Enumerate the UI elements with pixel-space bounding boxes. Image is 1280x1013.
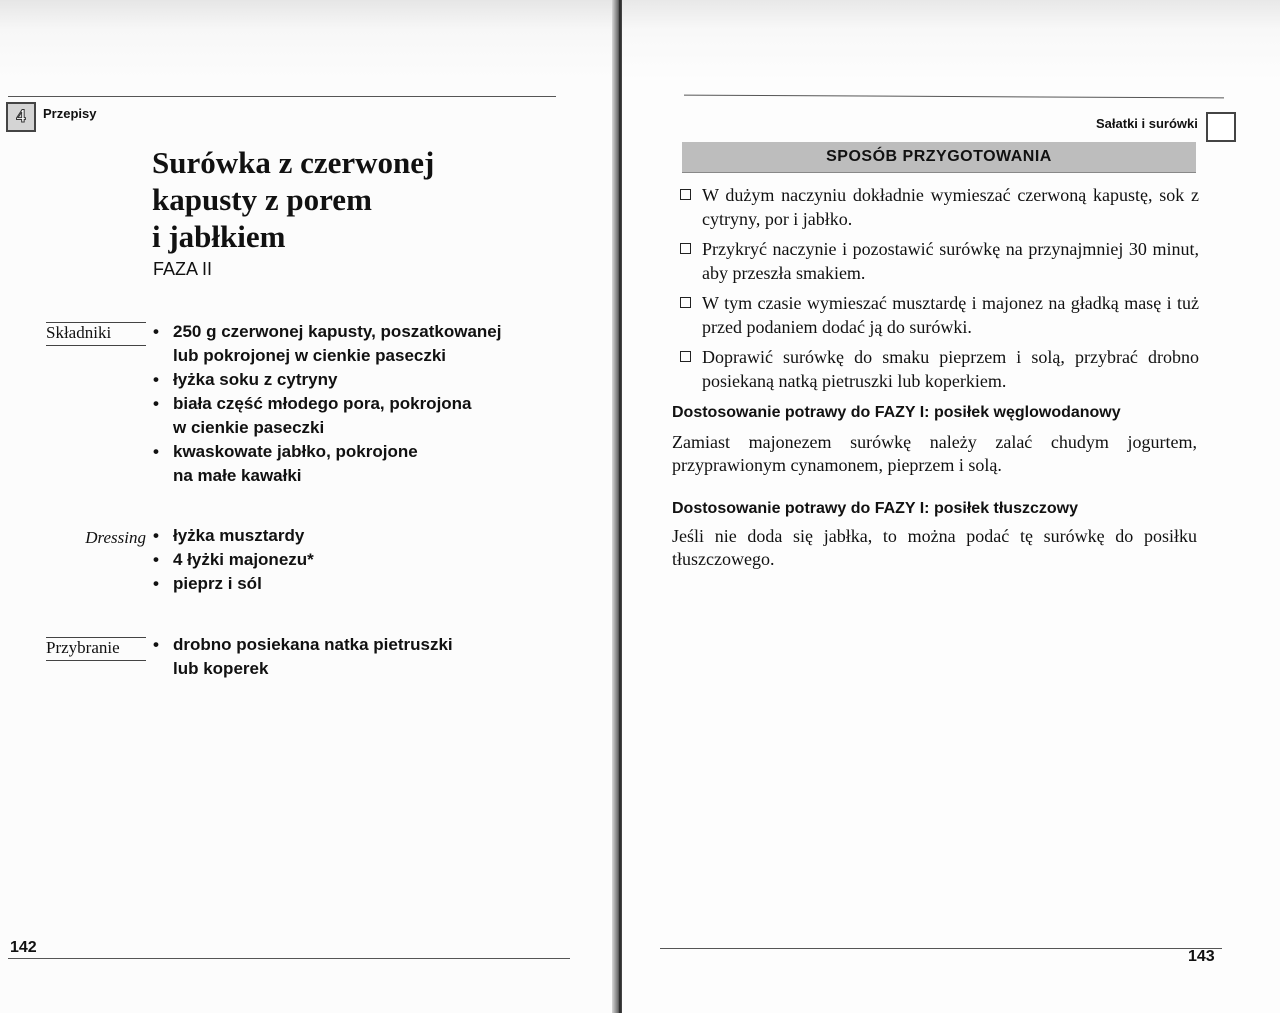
checkbox-icon (680, 351, 691, 362)
header-rule-left (8, 96, 556, 97)
ingredients-label: Składniki (46, 322, 146, 346)
list-item: W dużym naczyniu dokładnie wymieszać czerwoną kapustę, sok z cytryny, por i jabłko. (674, 183, 1199, 231)
list-item: Przykryć naczynie i pozostawić surówkę na przynajmniej 30 minut, aby przeszła smakiem. (674, 237, 1199, 285)
footer-rule-right (660, 948, 1222, 949)
list-item: Doprawić surówkę do smaku pieprzem i solą, przybrać drobno posiekaną natką pietruszki lub koperkiem. (674, 345, 1199, 393)
running-header-right: Sałatki i surówki (1096, 116, 1198, 131)
list-item: • biała część młodego pora, pokrojona w cienkie paseczki (153, 394, 472, 437)
list-item: • 250 g czerwonej kapusty, poszatkowanej lub pokrojonej w cienkie paseczki (153, 322, 502, 365)
recipe-title (152, 144, 532, 255)
title-line: i jabłkiem (152, 219, 286, 254)
left-page (0, 0, 615, 1013)
adaptation-text: Zamiast majonezem surówkę należy zalać chudym jogurtem, przyprawionym cynamonem, pieprzem i solą. (672, 432, 1197, 475)
list-item: • pieprz i sól (153, 574, 262, 593)
header-rule-right (684, 95, 1224, 99)
footer-rule-left (8, 958, 570, 959)
page-number-right: 143 (1188, 948, 1215, 965)
adaptation-heading: Dostosowanie potrawy do FAZY I: posiłek węglowodanowy (672, 404, 1121, 421)
checkbox-icon (680, 297, 691, 308)
title-line: kapusty z porem (152, 182, 372, 217)
title-line: Surówka z czerwonej (152, 145, 435, 180)
running-header-left: Przepisy (43, 106, 97, 121)
chapter-badge-right (1206, 112, 1236, 142)
list-item: W tym czasie wymieszać musztardę i majonez na gładką masę i tuż przed podaniem dodać ją do surówki. (674, 291, 1199, 339)
dressing-label: Dressing (85, 528, 146, 547)
checkbox-icon (680, 243, 691, 254)
list-item: • 4 łyżki majonezu* (153, 550, 314, 569)
adaptation-text: Jeśli nie doda się jabłka, to można podać tę surówkę do posiłku tłuszczowego. (672, 526, 1197, 569)
right-page (622, 0, 1280, 1013)
checkbox-icon (680, 189, 691, 200)
list-item: • łyżka musztardy (153, 526, 305, 545)
garnish-label: Przybranie (46, 637, 146, 661)
list-item: • łyżka soku z cytryny (153, 370, 338, 389)
ingredients-list (153, 320, 573, 488)
dressing-list (153, 524, 453, 596)
phase-label: FAZA II (153, 259, 213, 279)
page-number-left: 142 (10, 939, 37, 956)
garnish-list (153, 633, 553, 681)
method-steps (674, 183, 1199, 399)
adaptation-heading: Dostosowanie potrawy do FAZY I: posiłek tłuszczowy (672, 500, 1078, 517)
chapter-badge: 4 (6, 102, 36, 132)
list-item: • kwaskowate jabłko, pokrojone na małe kawałki (153, 442, 418, 485)
list-item: • drobno posiekana natka pietruszki lub koperek (153, 635, 453, 678)
method-heading: SPOSÓB PRZYGOTOWANIA (682, 142, 1196, 173)
